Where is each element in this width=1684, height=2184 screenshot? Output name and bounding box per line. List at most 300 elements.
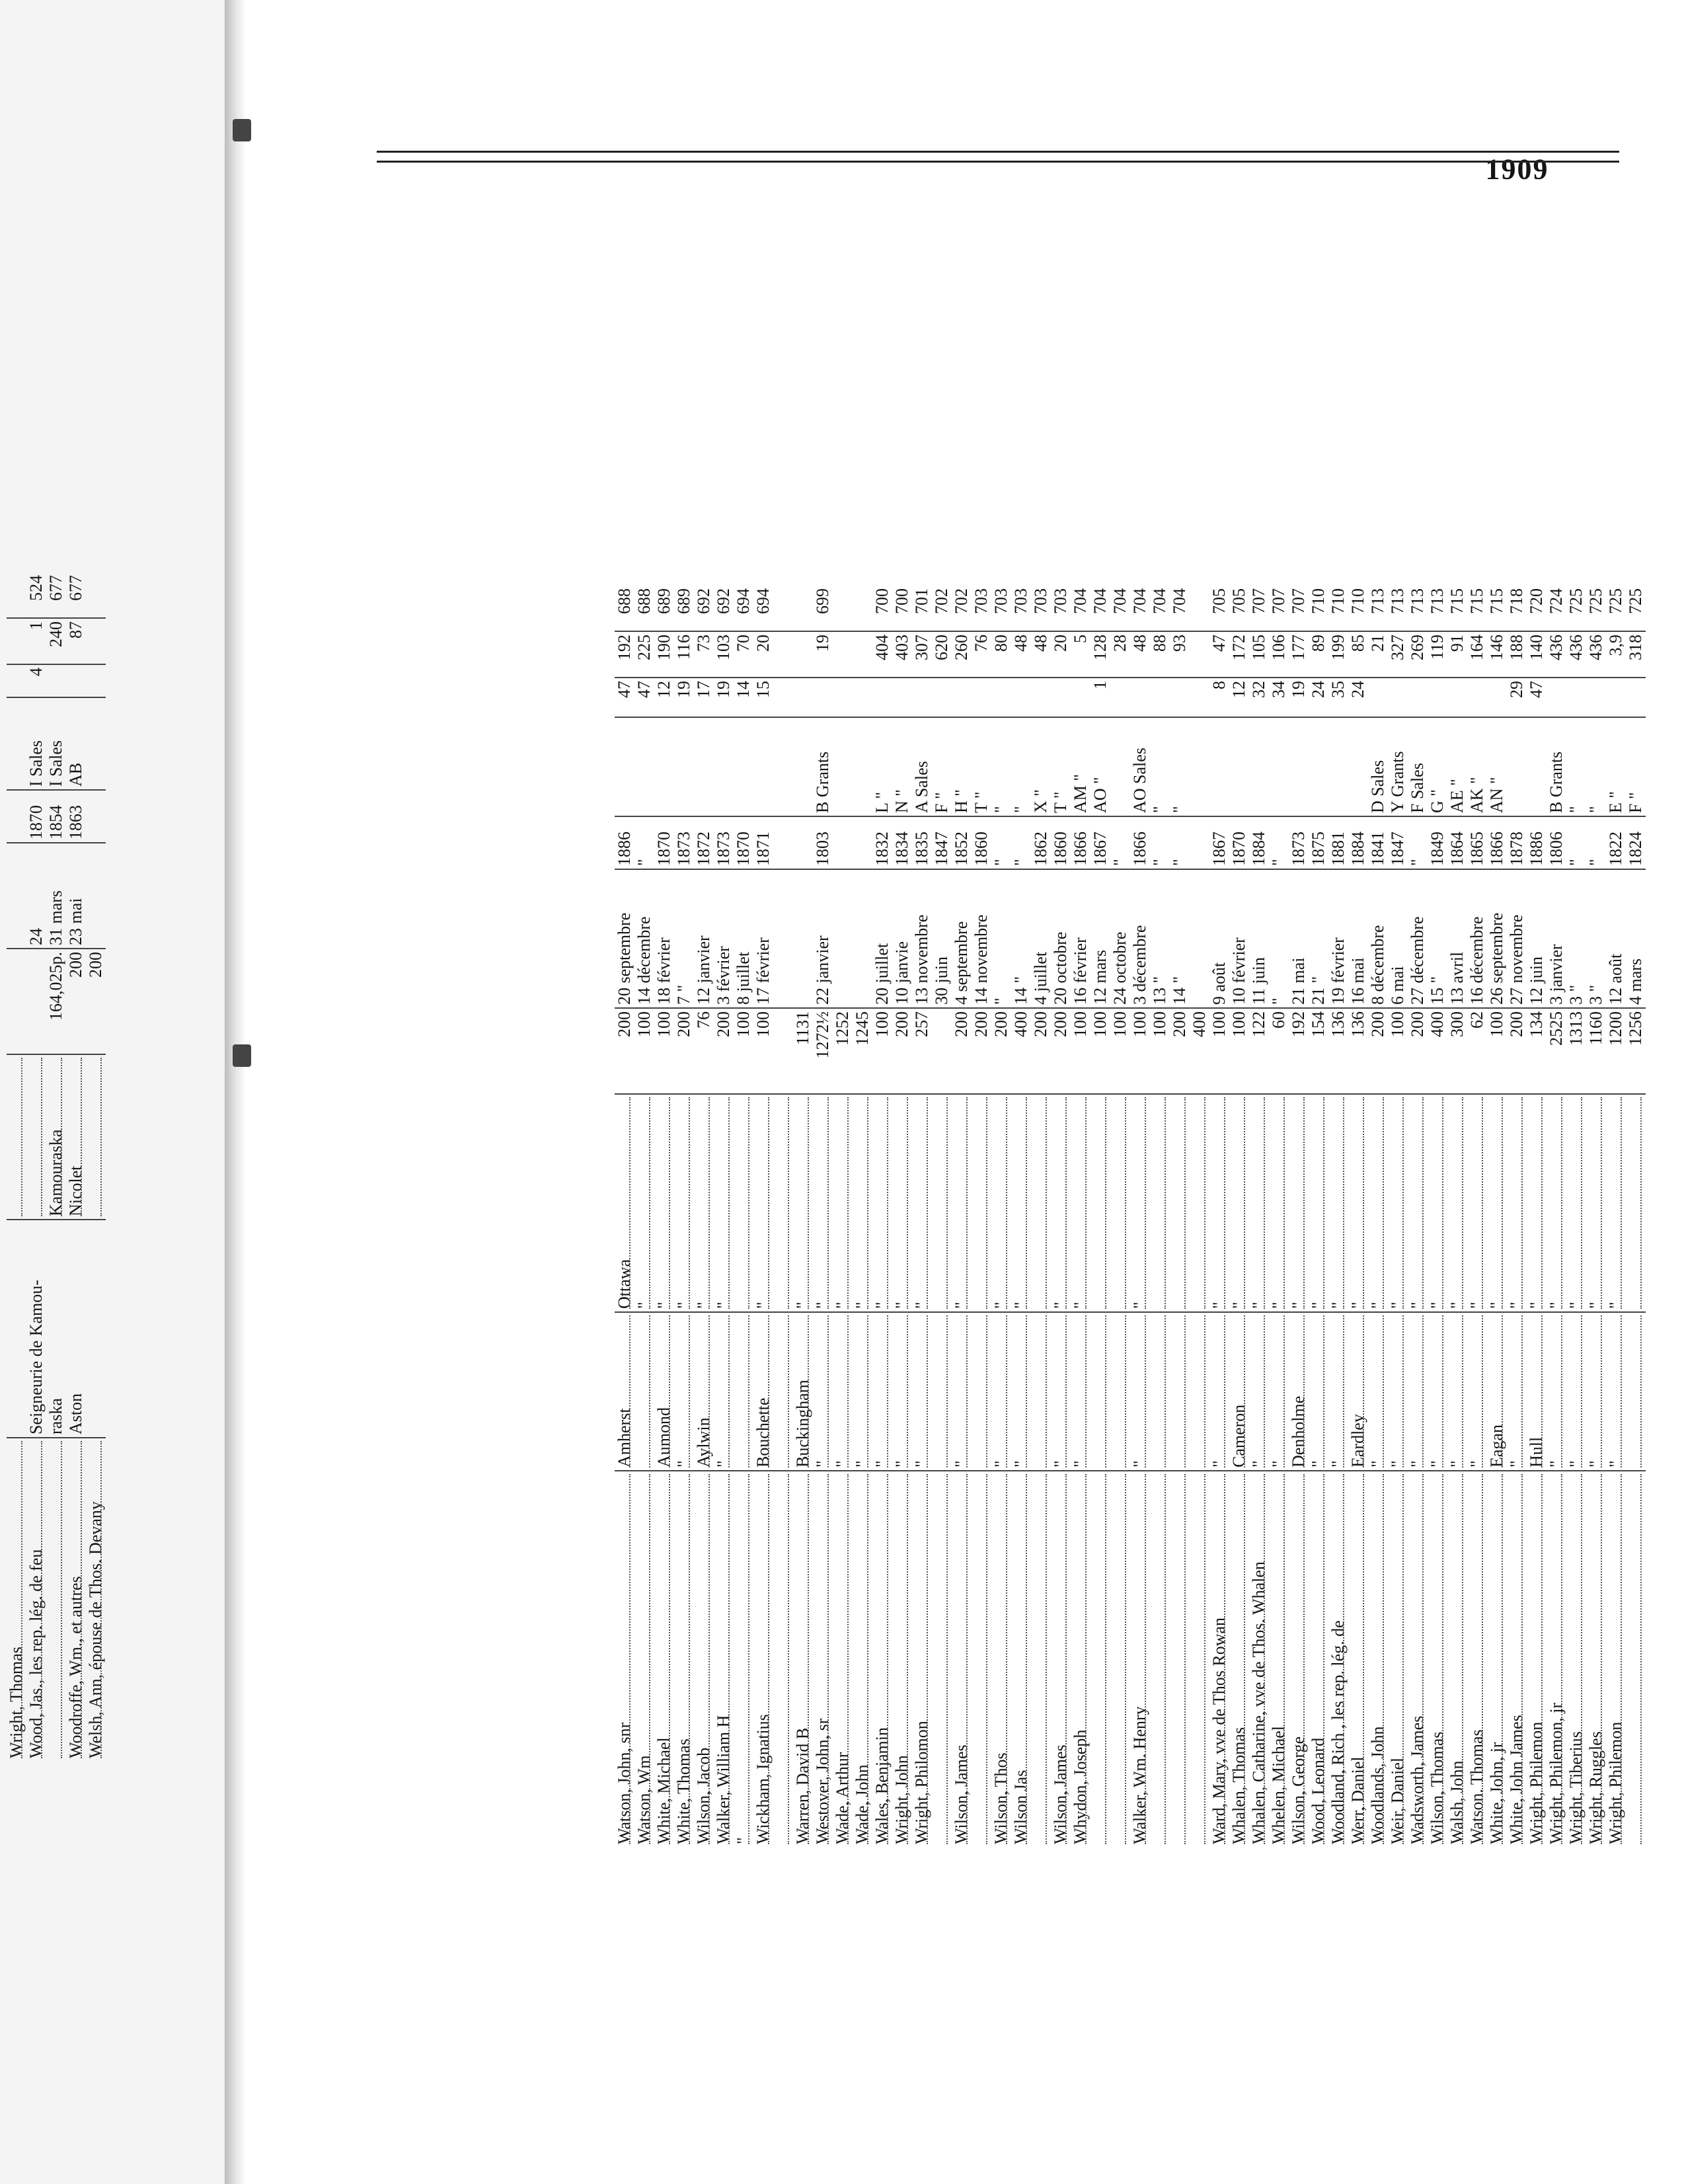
- cell-township: ": [1467, 1312, 1487, 1471]
- cell-year: 1860: [972, 816, 991, 869]
- cell-date: 13 novembre: [912, 869, 932, 1008]
- ledger-row: [1388, 586, 1408, 1847]
- cell-name: Wilson, Thomas: [1428, 1471, 1447, 1847]
- cell-year: 1870: [1229, 816, 1249, 869]
- ledger-row: [872, 586, 892, 1847]
- cell-county: ": [1428, 1094, 1447, 1312]
- cell-county: ": [1368, 1094, 1388, 1312]
- cell-year: 1875: [1309, 816, 1328, 869]
- cell-v3: 704: [1110, 586, 1130, 631]
- cell-letter: AM ": [1071, 717, 1091, 816]
- cell-acres: 200: [952, 1008, 972, 1094]
- cell-letter: [1348, 717, 1368, 816]
- cell-acres: 100: [1150, 1008, 1170, 1094]
- cell-acres: 200: [66, 949, 86, 1054]
- cell-year: ": [1586, 816, 1606, 869]
- cell-township: ": [853, 1312, 872, 1471]
- ledger-row: [1408, 586, 1428, 1847]
- ledger-row: [952, 586, 972, 1847]
- cell-v3: 715: [1467, 586, 1487, 631]
- cell-acres: 136: [1328, 1008, 1348, 1094]
- cell-county: [7, 1054, 26, 1220]
- cell-v3: 707: [1249, 586, 1269, 631]
- cell-letter: T ": [1051, 717, 1071, 816]
- cell-county: [1091, 1094, 1110, 1312]
- left-ledger-table: [7, 572, 106, 1761]
- cell-township: ": [1586, 1312, 1606, 1471]
- cell-acres: 400: [1190, 1008, 1209, 1094]
- cell-v2: [773, 631, 793, 678]
- cell-year: ": [991, 816, 1011, 869]
- cell-township: Aumond: [654, 1312, 674, 1471]
- cell-letter: H ": [952, 717, 972, 816]
- cell-acres: 100: [1487, 1008, 1507, 1094]
- cell-year: 1870: [654, 816, 674, 869]
- cell-letter: L ": [872, 717, 892, 816]
- cell-county: ": [1566, 1094, 1586, 1312]
- cell-date: 12 mars: [1091, 869, 1110, 1008]
- cell-letter: F Sales: [1408, 717, 1428, 816]
- cell-letter: [1309, 717, 1328, 816]
- cell-v2: 48: [1011, 631, 1031, 678]
- cell-v3: 713: [1408, 586, 1428, 631]
- cell-acres: 60: [1269, 1008, 1289, 1094]
- cell-v3: 699: [813, 586, 833, 631]
- cell-v3: 692: [714, 586, 734, 631]
- cell-v3: 677: [66, 572, 86, 618]
- cell-name: Welsh, Ann, épouse de Thos. Devany: [86, 1438, 106, 1761]
- cell-name: Wright, Philomon: [912, 1471, 932, 1847]
- cell-v3: 702: [932, 586, 952, 631]
- cell-letter: ": [1150, 717, 1170, 816]
- cell-county: [734, 1094, 753, 1312]
- cell-year: 1849: [1428, 816, 1447, 869]
- cell-v3: 713: [1388, 586, 1408, 631]
- cell-letter: I Sales: [26, 697, 46, 790]
- cell-township: ": [1606, 1312, 1626, 1471]
- cell-v1: [773, 678, 793, 717]
- ledger-row: [1170, 586, 1190, 1847]
- cell-acres: 200: [1408, 1008, 1428, 1094]
- cell-acres: 100: [654, 1008, 674, 1094]
- cell-acres: 192: [1289, 1008, 1309, 1094]
- cell-county: [1190, 1094, 1209, 1312]
- cell-year: ": [1110, 816, 1130, 869]
- cell-township: Aylwin: [694, 1312, 714, 1471]
- cell-township: ": [1011, 1312, 1031, 1471]
- cell-township: ": [1071, 1312, 1091, 1471]
- cell-v2: 89: [1309, 631, 1328, 678]
- cell-acres: 200: [991, 1008, 1011, 1094]
- ledger-row: [1130, 586, 1150, 1847]
- cell-v1: 19: [714, 678, 734, 717]
- cell-v3: 713: [1368, 586, 1388, 631]
- cell-name: Woodroffe, Wm., et autres: [66, 1438, 86, 1761]
- cell-v1: [972, 678, 991, 717]
- cell-letter: [853, 717, 872, 816]
- cell-county: ": [952, 1094, 972, 1312]
- cell-county: ": [1309, 1094, 1328, 1312]
- cell-v3: [853, 586, 872, 631]
- cell-v1: 12: [1229, 678, 1249, 717]
- ledger-row: [694, 586, 714, 1847]
- cell-year: ": [1011, 816, 1031, 869]
- cell-v3: 724: [1547, 586, 1566, 631]
- cell-county: ": [714, 1094, 734, 1312]
- cell-county: ": [1547, 1094, 1566, 1312]
- cell-county: Ottawa: [615, 1094, 634, 1312]
- cell-year: 1835: [912, 816, 932, 869]
- ledger-table: [615, 586, 1646, 1847]
- cell-date: 14 ": [1170, 869, 1190, 1008]
- cell-date: 8 décembre: [1368, 869, 1388, 1008]
- cell-date: ": [1269, 869, 1289, 1008]
- cell-v3: 703: [1051, 586, 1071, 631]
- cell-township: ": [1507, 1312, 1527, 1471]
- cell-letter: AB: [66, 697, 86, 790]
- cell-v2: 199: [1328, 631, 1348, 678]
- left-page-content: [0, 0, 225, 2184]
- cell-v3: 720: [1527, 586, 1547, 631]
- cell-acres: 100: [872, 1008, 892, 1094]
- ledger-row: [813, 586, 833, 1847]
- cell-county: ": [872, 1094, 892, 1312]
- ledger-row: [7, 572, 26, 1761]
- ledger-row: [1507, 586, 1527, 1847]
- cell-township: [1110, 1312, 1130, 1471]
- cell-v2: 28: [1110, 631, 1130, 678]
- cell-letter: [1269, 717, 1289, 816]
- ledger-row: [991, 586, 1011, 1847]
- cell-name: Wade, John: [853, 1471, 872, 1847]
- cell-township: [932, 1312, 952, 1471]
- cell-letter: AO ": [1091, 717, 1110, 816]
- ledger-row: [1527, 586, 1547, 1847]
- cell-acres: 100: [1388, 1008, 1408, 1094]
- cell-v3: [773, 586, 793, 631]
- cell-v1: [1071, 678, 1091, 717]
- cell-v1: 34: [1269, 678, 1289, 717]
- cell-name: White, Thomas: [674, 1471, 694, 1847]
- cell-year: 1862: [1031, 816, 1051, 869]
- cell-acres: 100: [753, 1008, 773, 1094]
- cell-v2: 240: [46, 618, 66, 664]
- cell-year: [853, 816, 872, 869]
- cell-v3: [86, 572, 106, 618]
- cell-county: [932, 1094, 952, 1312]
- cell-acres: 100: [1229, 1008, 1249, 1094]
- cell-year: [86, 790, 106, 843]
- cell-day: [86, 843, 106, 949]
- cell-letter: [615, 717, 634, 816]
- ledger-row: [1011, 586, 1031, 1847]
- cell-name: Wright, Tiberius: [1566, 1471, 1586, 1847]
- cell-township: ": [1130, 1312, 1150, 1471]
- cell-v2: 5: [1071, 631, 1091, 678]
- cell-township: Bouchette: [753, 1312, 773, 1471]
- cell-v3: 715: [1487, 586, 1507, 631]
- cell-county: Nicolet: [66, 1054, 86, 1220]
- cell-acres: 134: [1527, 1008, 1547, 1094]
- cell-v1: [1428, 678, 1447, 717]
- cell-county: ": [1507, 1094, 1527, 1312]
- cell-v1: 47: [1527, 678, 1547, 717]
- cell-township: [1190, 1312, 1209, 1471]
- cell-letter: [793, 717, 813, 816]
- cell-township: ": [1209, 1312, 1229, 1471]
- cell-acres: 200: [1507, 1008, 1527, 1094]
- cell-date: 17 février: [753, 869, 773, 1008]
- cell-date: [773, 869, 793, 1008]
- cell-v2: 620: [932, 631, 952, 678]
- cell-v2: [7, 618, 26, 664]
- cell-year: [773, 816, 793, 869]
- cell-name: White, Michael: [654, 1471, 674, 1847]
- cell-v2: 85: [1348, 631, 1368, 678]
- cell-name: Wright, Philemon: [1606, 1471, 1626, 1847]
- cell-acres: 62: [1467, 1008, 1487, 1094]
- cell-year: 1886: [1527, 816, 1547, 869]
- cell-township: Denholme: [1289, 1312, 1309, 1471]
- cell-township: [1150, 1312, 1170, 1471]
- cell-name: ": [734, 1471, 753, 1847]
- cell-name: [972, 1471, 991, 1847]
- cell-v2: 404: [872, 631, 892, 678]
- ledger-row: [1229, 586, 1249, 1847]
- cell-township: Amherst: [615, 1312, 634, 1471]
- cell-date: 8 juillet: [734, 869, 753, 1008]
- cell-v1: [1130, 678, 1150, 717]
- cell-v2: 172: [1229, 631, 1249, 678]
- cell-year: 1841: [1368, 816, 1388, 869]
- cell-v3: 694: [753, 586, 773, 631]
- ledger-row: [1368, 586, 1388, 1847]
- cell-township: Eardley: [1348, 1312, 1368, 1471]
- cell-acres: 300: [1447, 1008, 1467, 1094]
- cell-name: Wilson, Jacob: [694, 1471, 714, 1847]
- cell-year: 1870: [734, 816, 753, 869]
- cell-v1: 47: [615, 678, 634, 717]
- cell-letter: E ": [1606, 717, 1626, 816]
- cell-date: 24 octobre: [1110, 869, 1130, 1008]
- cell-acres: 100: [734, 1008, 753, 1094]
- cell-township: ": [1566, 1312, 1586, 1471]
- cell-date: 3 janvier: [1547, 869, 1566, 1008]
- cell-township: ": [1388, 1312, 1408, 1471]
- cell-v2: 70: [734, 631, 753, 678]
- cell-name: [773, 1471, 793, 1847]
- cell-township: ": [1447, 1312, 1467, 1471]
- cell-county: ": [654, 1094, 674, 1312]
- cell-date: 9 août: [1209, 869, 1229, 1008]
- cell-name: Watson, Wm: [634, 1471, 654, 1847]
- ledger-row: [1209, 586, 1229, 1847]
- cell-name: Whelen, Michael: [1269, 1471, 1289, 1847]
- cell-v2: 20: [1051, 631, 1071, 678]
- cell-year: 1884: [1348, 816, 1368, 869]
- cell-v2: 260: [952, 631, 972, 678]
- cell-letter: [674, 717, 694, 816]
- cell-acres: 200: [615, 1008, 634, 1094]
- cell-v1: 35: [1328, 678, 1348, 717]
- cell-v1: [991, 678, 1011, 717]
- cell-v1: [1190, 678, 1209, 717]
- cell-county: ": [793, 1094, 813, 1312]
- ledger-row: [753, 586, 773, 1847]
- cell-acres: 200: [892, 1008, 912, 1094]
- cell-year: 1867: [1209, 816, 1229, 869]
- cell-county: ": [991, 1094, 1011, 1312]
- cell-v3: 701: [912, 586, 932, 631]
- ledger-row: [1051, 586, 1071, 1847]
- cell-v2: 105: [1249, 631, 1269, 678]
- cell-date: 11 juin: [1249, 869, 1269, 1008]
- cell-name: [1110, 1471, 1130, 1847]
- cell-year: 1863: [66, 790, 86, 843]
- cell-county: ": [1229, 1094, 1249, 1312]
- cell-year: 1873: [714, 816, 734, 869]
- cell-letter: I Sales: [46, 697, 66, 790]
- cell-v2: [793, 631, 813, 678]
- cell-v3: 703: [1031, 586, 1051, 631]
- cell-v1: 24: [1348, 678, 1368, 717]
- cell-letter: [1229, 717, 1249, 816]
- cell-county: [1150, 1094, 1170, 1312]
- cell-township: ": [952, 1312, 972, 1471]
- cell-acres: 122: [1249, 1008, 1269, 1094]
- cell-v2: 106: [1269, 631, 1289, 678]
- cell-name: Wood, Jas., les rep. lég. de feu: [26, 1438, 46, 1761]
- cell-name: Wilson, James: [1051, 1471, 1071, 1847]
- ledger-row: [833, 586, 853, 1847]
- cell-year: 1803: [813, 816, 833, 869]
- cell-v2: 48: [1031, 631, 1051, 678]
- cell-v2: 103: [714, 631, 734, 678]
- cell-v2: 119: [1428, 631, 1447, 678]
- rotated-ledger-page: [245, 0, 1684, 2184]
- cell-year: ": [634, 816, 654, 869]
- cell-v1: [912, 678, 932, 717]
- cell-letter: [1527, 717, 1547, 816]
- cell-name: [1091, 1471, 1110, 1847]
- cell-letter: ": [1170, 717, 1190, 816]
- cell-letter: B Grants: [813, 717, 833, 816]
- cell-v3: 524: [26, 572, 46, 618]
- cell-date: 10 février: [1229, 869, 1249, 1008]
- cell-v2: 1: [26, 618, 46, 664]
- cell-v1: 8: [1209, 678, 1229, 717]
- cell-township: ": [1051, 1312, 1071, 1471]
- cell-county: ": [1606, 1094, 1626, 1312]
- cell-county: ": [694, 1094, 714, 1312]
- ledger-row: [1428, 586, 1447, 1847]
- cell-v2: 177: [1289, 631, 1309, 678]
- cell-county: ": [1408, 1094, 1428, 1312]
- cell-township: Hull: [1527, 1312, 1547, 1471]
- cell-township: ": [892, 1312, 912, 1471]
- cell-v1: [1150, 678, 1170, 717]
- cell-name: Wickham, Ignatius: [753, 1471, 773, 1847]
- cell-year: ": [1566, 816, 1586, 869]
- cell-v3: 707: [1269, 586, 1289, 631]
- cell-letter: ": [1011, 717, 1031, 816]
- cell-county: ": [833, 1094, 853, 1312]
- cell-county: [1110, 1094, 1130, 1312]
- cell-name: Wilson, James: [952, 1471, 972, 1847]
- cell-date: 14 novembre: [972, 869, 991, 1008]
- cell-letter: D Sales: [1368, 717, 1388, 816]
- cell-county: ": [892, 1094, 912, 1312]
- cell-v2: 19: [813, 631, 833, 678]
- cell-acres: 1256: [1626, 1008, 1646, 1094]
- cell-name: Warren, David B: [793, 1471, 813, 1847]
- cell-acres: 164,025p.: [46, 949, 66, 1054]
- cell-v1: [1170, 678, 1190, 717]
- cell-year: 1847: [1388, 816, 1408, 869]
- cell-v2: 307: [912, 631, 932, 678]
- cell-v1: [872, 678, 892, 717]
- cell-letter: N ": [892, 717, 912, 816]
- cell-date: 14 ": [1011, 869, 1031, 1008]
- cell-date: 26 septembre: [1487, 869, 1507, 1008]
- cell-v1: 14: [734, 678, 753, 717]
- cell-county: ": [1011, 1094, 1031, 1312]
- ledger-row: [674, 586, 694, 1847]
- cell-v2: 80: [991, 631, 1011, 678]
- cell-year: 1867: [1091, 816, 1110, 869]
- cell-v3: 700: [892, 586, 912, 631]
- cell-v1: [86, 664, 106, 697]
- cell-v3: 688: [615, 586, 634, 631]
- cell-date: 21 ": [1309, 869, 1328, 1008]
- left-page-sliver: [0, 0, 225, 2184]
- cell-date: ": [991, 869, 1011, 1008]
- ledger-row: [1626, 586, 1646, 1847]
- cell-letter: Y Grants: [1388, 717, 1408, 816]
- cell-township: ": [674, 1312, 694, 1471]
- header-rule: [377, 151, 1619, 163]
- cell-acres: 2525: [1547, 1008, 1566, 1094]
- cell-v3: 704: [1071, 586, 1091, 631]
- cell-letter: F ": [932, 717, 952, 816]
- cell-county: ": [1527, 1094, 1547, 1312]
- cell-v1: 24: [1309, 678, 1328, 717]
- cell-name: Wales, Benjamin: [872, 1471, 892, 1847]
- cell-name: [1190, 1471, 1209, 1847]
- cell-v3: [7, 572, 26, 618]
- cell-year: 1866: [1487, 816, 1507, 869]
- ledger-row: [1071, 586, 1091, 1847]
- cell-letter: [1209, 717, 1229, 816]
- cell-acres: 1252: [833, 1008, 853, 1094]
- cell-county: [26, 1054, 46, 1220]
- cell-name: Wright, Ruggles: [1586, 1471, 1606, 1847]
- cell-v2: 318: [1626, 631, 1646, 678]
- cell-v1: [853, 678, 872, 717]
- cell-name: Wright, Philemon: [1527, 1471, 1547, 1847]
- cell-acres: 200: [86, 949, 106, 1054]
- cell-township: ": [1309, 1312, 1328, 1471]
- cell-date: 12 août: [1606, 869, 1626, 1008]
- cell-year: 1822: [1606, 816, 1626, 869]
- cell-date: 20 septembre: [615, 869, 634, 1008]
- cell-v1: [1487, 678, 1507, 717]
- cell-v3: 725: [1606, 586, 1626, 631]
- cell-v3: [793, 586, 813, 631]
- ledger-row: [912, 586, 932, 1847]
- cell-date: 15 ": [1428, 869, 1447, 1008]
- cell-county: [773, 1094, 793, 1312]
